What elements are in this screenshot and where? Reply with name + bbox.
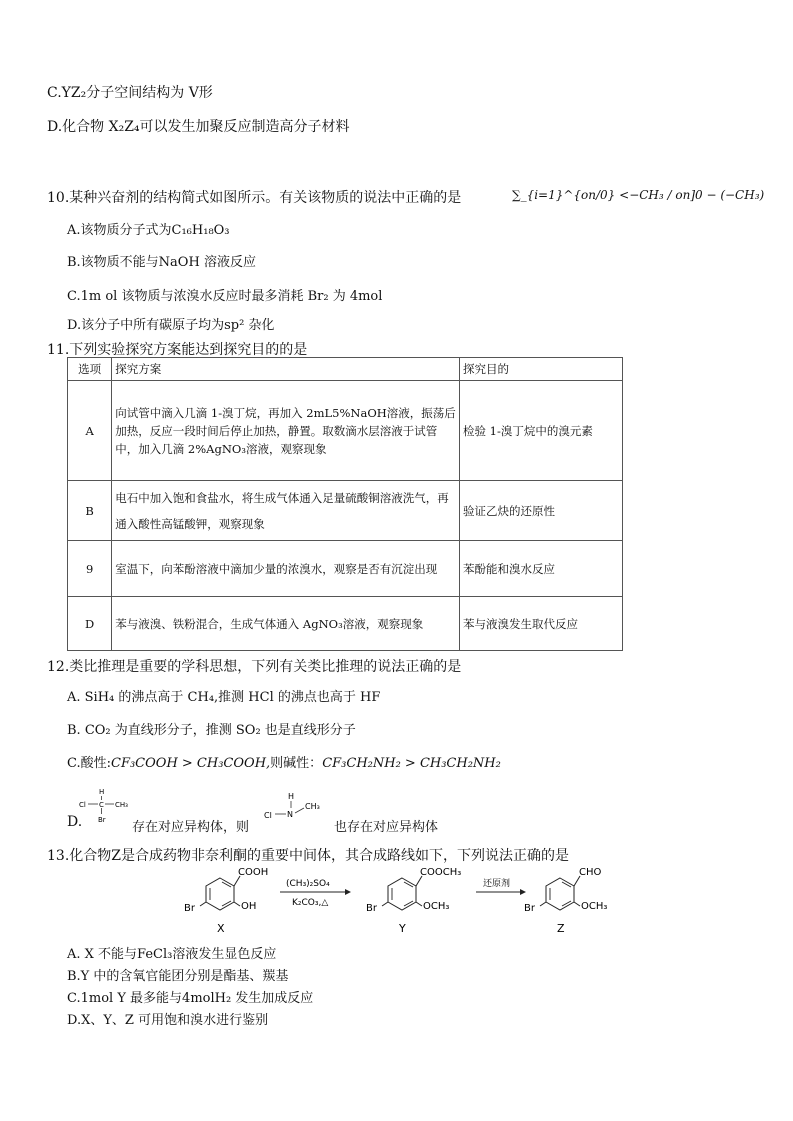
q12-option-a: A. SiH₄ 的沸点高于 CH₄,推测 HCl 的沸点也高于 HF [67, 690, 381, 705]
q9-option-d: D.化合物 X₂Z₄可以发生加聚反应制造高分子材料 [47, 119, 350, 135]
q13-option-b: B.Y 中的含氧官能团分别是酯基、羰基 [67, 969, 289, 984]
row-goal: 验证乙炔的还原性 [460, 481, 623, 541]
atom-ch3: CH₃ [115, 801, 128, 809]
q10-option-d: D.该分子中所有碳原子均为sp² 杂化 [67, 318, 275, 333]
table-row [68, 541, 623, 597]
table-row [68, 597, 623, 651]
row-plan: 苯与液溴、铁粉混合，生成气体通入 AgNO₃溶液，观察现象 [112, 597, 460, 651]
table-row [68, 481, 623, 541]
q13-option-a: A. X 不能与FeCl₃溶液发生显色反应 [67, 947, 277, 962]
label-x: X [217, 922, 225, 935]
compound-z [524, 867, 607, 935]
header-option: 选项 [68, 358, 112, 381]
row-plan: 室温下，向苯酚溶液中滴加少量的浓溴水，观察是否有沉淀出现 [112, 541, 460, 597]
q10-stem: 10.某种兴奋剂的结构简式如图所示。有关该物质的说法中正确的是 [47, 190, 462, 206]
row-option: A [68, 381, 112, 481]
row-goal: 苯与液溴发生取代反应 [460, 597, 623, 651]
q12-d-text2: 也存在对应异构体 [334, 820, 439, 835]
header-goal: 探究目的 [460, 358, 623, 381]
reagent-bottom: K₂CO₃,△ [292, 898, 329, 908]
double-bond [222, 882, 231, 887]
bond [295, 808, 304, 813]
header-plan: 探究方案 [112, 358, 460, 381]
reagent-top: (CH₃)₂SO₄ [286, 879, 330, 889]
bond [574, 902, 580, 906]
bond [416, 902, 422, 906]
group-cho: CHO [579, 867, 602, 878]
row-goal: 苯酚能和溴水反应 [460, 541, 623, 597]
atom-ch3: CH₃ [305, 802, 320, 811]
q10-structure-formula: ∑_{i=1}^{on/0} <−CH₃ / on]0 − (−CH₃) [512, 188, 765, 202]
q10-option-a: A.该物质分子式为C₁₆H₁₈O₃ [67, 223, 230, 238]
atom-cl: Cl [79, 801, 86, 809]
q12-d-text1: 存在对应异构体，则 [132, 820, 250, 835]
group-br: Br [524, 903, 535, 914]
row-option: 9 [68, 541, 112, 597]
bond [200, 902, 206, 906]
row-option: B [68, 481, 112, 541]
compound-x [184, 867, 268, 935]
group-oh: OH [241, 901, 257, 912]
atom-h: H [99, 788, 105, 796]
q12-stem: 12.类比推理是重要的学科思想，下列有关类比推理的说法正确的是 [47, 659, 462, 675]
row-plan: 向试管中滴入几滴 1-溴丁烷，再加入 2mL5%NaOH溶液，振荡后加热，反应一段时间后停止加热，静置。取数滴水层溶液于试管中，加入几滴 2%AgNO₃溶液，观察现象 [112, 381, 460, 481]
q12-option-d-label: D. [67, 814, 83, 830]
q12-c-prefix: C.酸性: [67, 756, 111, 771]
atom-cl: Cl [264, 811, 272, 820]
double-bond [562, 882, 571, 887]
q10-option-b: B.该物质不能与NaOH 溶液反应 [67, 255, 256, 270]
atom-br: Br [98, 816, 106, 824]
double-bond [562, 901, 571, 906]
q13-synthesis-route [180, 862, 620, 938]
q12-c-formula2: CF₃CH₂NH₂ > CH₃CH₂NH₂ [322, 756, 501, 771]
row-option: D [68, 597, 112, 651]
row-plan: 电石中加入饱和食盐水，将生成气体通入足量硫酸铜溶液洗气，再通入酸性高锰酸钾，观察现象 [112, 481, 460, 541]
compound-y [366, 867, 461, 935]
atom-c: C [99, 801, 104, 809]
q13-option-c: C.1mol Y 最多能与4molH₂ 发生加成反应 [67, 991, 314, 1006]
arrow-head [345, 889, 351, 895]
bond [234, 902, 240, 906]
q12-option-b: B. CO₂ 为直线形分子，推测 SO₂ 也是直线形分子 [67, 723, 356, 738]
group-coome: COOCH₃ [420, 867, 462, 878]
label-z: Z [557, 922, 565, 935]
q12-c-mid: 则碱性： [270, 756, 323, 771]
table-row [68, 381, 623, 481]
bond [382, 902, 388, 906]
q11-experiment-table [67, 357, 623, 651]
q12-option-c [67, 752, 501, 771]
group-br: Br [184, 903, 195, 914]
q12-c-formula1: CF₃COOH > CH₃COOH, [111, 756, 271, 771]
arrow-head [520, 889, 526, 895]
chiral-carbon-structure [78, 786, 140, 826]
amine-structure [262, 790, 334, 824]
q13-option-d: D.X、Y、Z 可用饱和溴水进行鉴别 [67, 1013, 269, 1028]
q10-option-c: C.1m ol 该物质与浓溴水反应时最多消耗 Br₂ 为 4mol [67, 289, 383, 304]
table-header-row [68, 358, 623, 381]
q13-stem: 13.化合物Z是合成药物非奈利酮的重要中间体，其合成路线如下，下列说法正确的是 [47, 848, 569, 864]
double-bond [222, 901, 231, 906]
row-goal: 检验 1-溴丁烷中的溴元素 [460, 381, 623, 481]
group-cooh: COOH [238, 867, 269, 878]
atom-h: H [288, 792, 295, 801]
reagent-top: 还原剂 [483, 879, 511, 889]
q9-option-c: C.YZ₂分子空间结构为 V形 [47, 85, 213, 101]
bond [540, 902, 546, 906]
q11-stem: 11.下列实验探究方案能达到探究目的的是 [47, 342, 308, 358]
label-y: Y [399, 922, 406, 935]
group-ome: OCH₃ [581, 901, 608, 912]
atom-n: N [287, 810, 293, 819]
group-br: Br [366, 903, 377, 914]
double-bond [404, 901, 413, 906]
double-bond [404, 882, 413, 887]
group-ome: OCH₃ [423, 901, 450, 912]
